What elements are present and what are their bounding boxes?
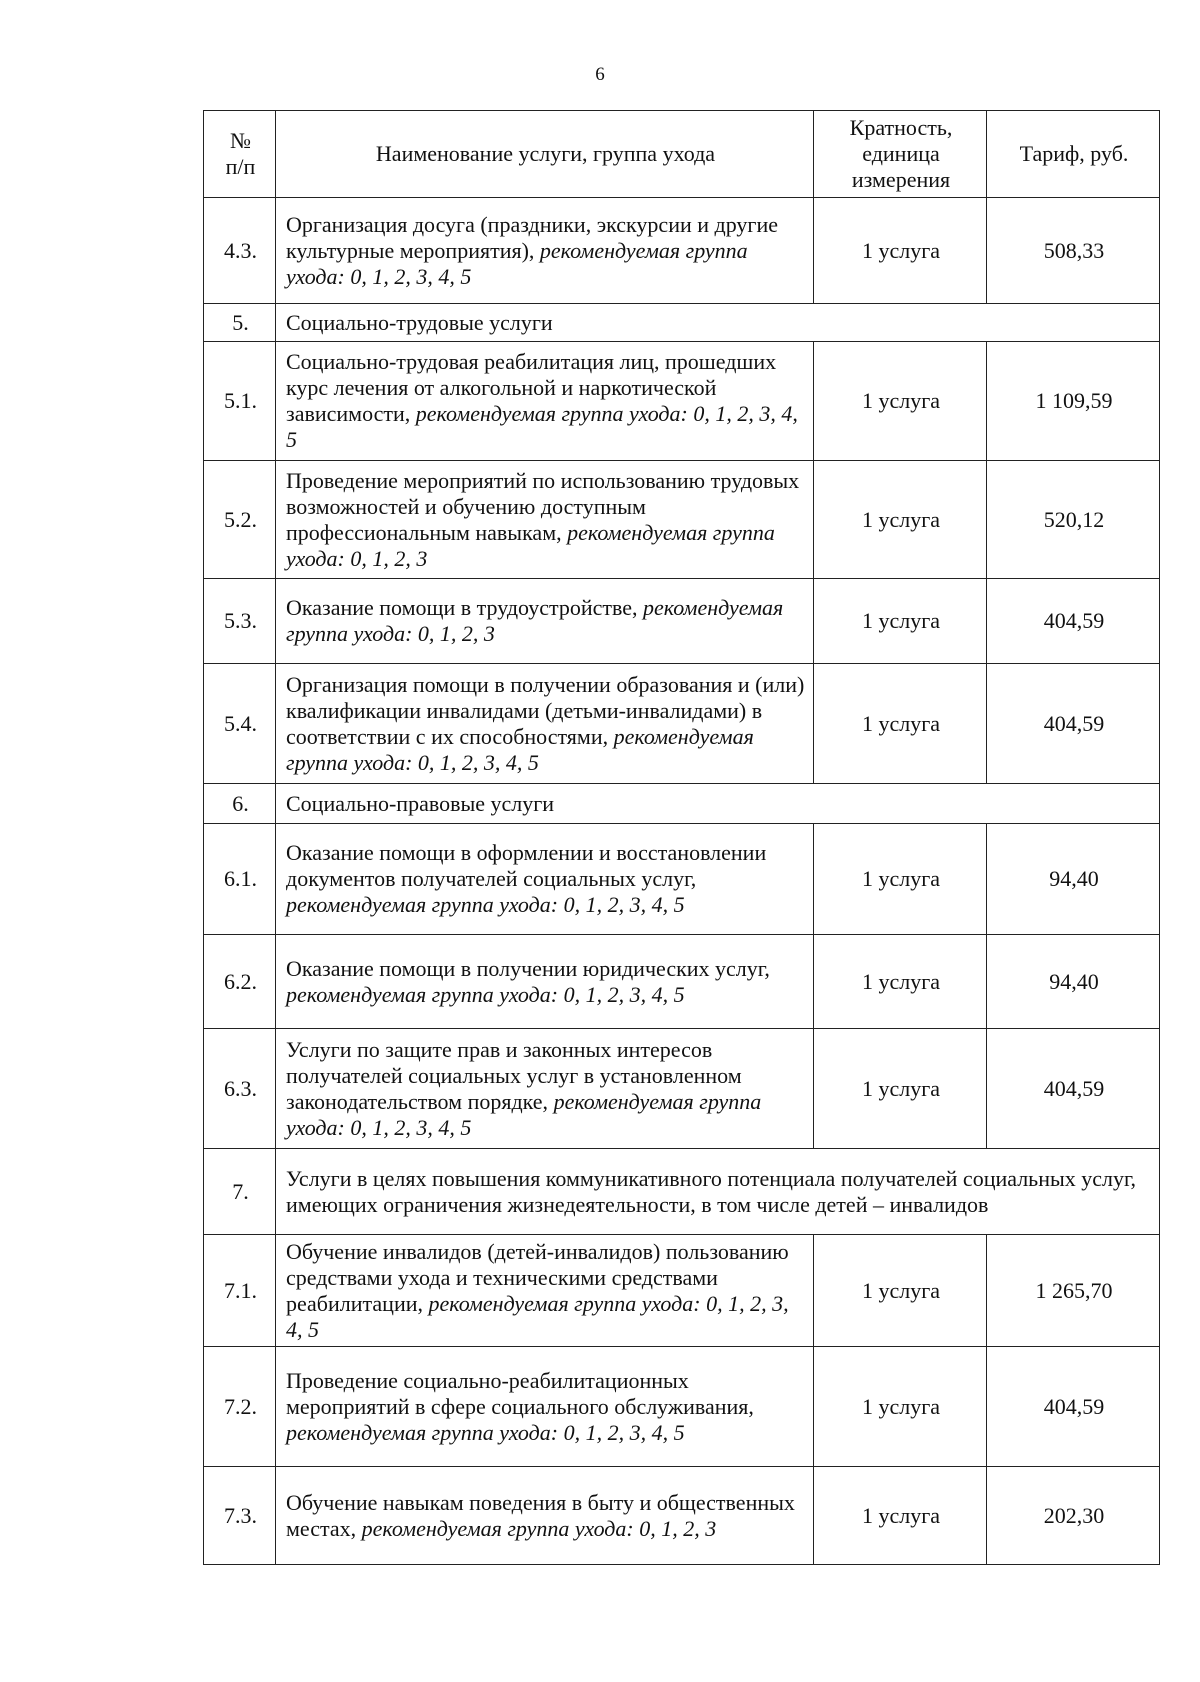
tariff: 404,59 bbox=[987, 664, 1160, 784]
section-number: 6. bbox=[204, 784, 276, 824]
tariff: 404,59 bbox=[987, 1029, 1160, 1149]
service-name: Оказание помощи в трудоустройстве, рекомендуемая группа ухода: 0, 1, 2, 3 bbox=[276, 579, 814, 664]
care-group: рекомендуемая группа ухода: 0, 1, 2, 3, 4, 5 bbox=[286, 1088, 762, 1140]
row-number: 5.4. bbox=[204, 664, 276, 784]
row-number: 7.2. bbox=[204, 1347, 276, 1467]
row-number: 5.1. bbox=[204, 342, 276, 461]
row-number: 6.1. bbox=[204, 824, 276, 935]
care-group: рекомендуемая группа ухода: 0, 1, 2, 3, 4, 5 bbox=[286, 1290, 789, 1342]
care-group: рекомендуемая группа ухода: 0, 1, 2, 3, 4, 5 bbox=[286, 981, 685, 1007]
service-name: Оказание помощи в получении юридических услуг, рекомендуемая группа ухода: 0, 1, 2, 3, 4, 5 bbox=[276, 935, 814, 1029]
section-number: 7. bbox=[204, 1149, 276, 1235]
care-group: рекомендуемая группа ухода: 0, 1, 2, 3 bbox=[361, 1515, 717, 1541]
table-row bbox=[204, 1235, 1160, 1347]
care-group: рекомендуемая группа ухода: 0, 1, 2, 3, 4, 5 bbox=[286, 723, 754, 775]
unit: 1 услуга bbox=[814, 198, 987, 304]
service-name: Оказание помощи в оформлении и восстановлении документов получателей социальных услуг, рекомендуемая группа ухода: 0, 1, 2, 3, 4, 5 bbox=[276, 824, 814, 935]
service-name: Обучение навыкам поведения в быту и общественных местах, рекомендуемая группа ухода: 0, 1, 2, 3 bbox=[276, 1467, 814, 1565]
tariff: 1 265,70 bbox=[987, 1235, 1160, 1347]
table-row bbox=[204, 1467, 1160, 1565]
care-group: рекомендуемая группа ухода: 0, 1, 2, 3, 4, 5 bbox=[286, 401, 798, 452]
unit: 1 услуга bbox=[814, 1029, 987, 1149]
table-row bbox=[204, 664, 1160, 784]
row-number: 5.2. bbox=[204, 461, 276, 579]
tariff: 404,59 bbox=[987, 579, 1160, 664]
header-unit: Кратность, единица измерения bbox=[814, 111, 987, 198]
section-title: Социально-правовые услуги bbox=[276, 784, 1160, 824]
table-row bbox=[204, 342, 1160, 461]
row-number: 7.3. bbox=[204, 1467, 276, 1565]
care-group: рекомендуемая группа ухода: 0, 1, 2, 3, 4, 5 bbox=[286, 237, 748, 289]
tariff: 508,33 bbox=[987, 198, 1160, 304]
unit: 1 услуга bbox=[814, 461, 987, 579]
service-name: Социально-трудовая реабилитация лиц, прошедших курс лечения от алкогольной и наркотической зависимости, рекомендуемая группа ухода: 0, 1, 2, 3, 4, 5 bbox=[276, 342, 814, 461]
section-row bbox=[204, 304, 1160, 342]
service-name: Организация помощи в получении образования и (или) квалификации инвалидами (детьми-инвалидами) в соответствии с их способностями, рекомендуемая группа ухода: 0, 1, 2, 3, 4, 5 bbox=[276, 664, 814, 784]
unit: 1 услуга bbox=[814, 1235, 987, 1347]
care-group: рекомендуемая группа ухода: 0, 1, 2, 3 bbox=[286, 595, 784, 646]
row-number: 7.1. bbox=[204, 1235, 276, 1347]
care-group: рекомендуемая группа ухода: 0, 1, 2, 3, 4, 5 bbox=[286, 1419, 685, 1445]
row-number: 5.3. bbox=[204, 579, 276, 664]
tariff: 202,30 bbox=[987, 1467, 1160, 1565]
table-row bbox=[204, 461, 1160, 579]
unit: 1 услуга bbox=[814, 935, 987, 1029]
table-row bbox=[204, 1347, 1160, 1467]
row-number: 6.2. bbox=[204, 935, 276, 1029]
tariff: 94,40 bbox=[987, 935, 1160, 1029]
page-number: 6 bbox=[595, 64, 605, 85]
table-row bbox=[204, 824, 1160, 935]
unit: 1 услуга bbox=[814, 664, 987, 784]
unit: 1 услуга bbox=[814, 342, 987, 461]
unit: 1 услуга bbox=[814, 1347, 987, 1467]
table-row bbox=[204, 579, 1160, 664]
service-name: Услуги по защите прав и законных интересов получателей социальных услуг в установленном законодательством порядке, рекомендуемая группа ухода: 0, 1, 2, 3, 4, 5 bbox=[276, 1029, 814, 1149]
tariff: 404,59 bbox=[987, 1347, 1160, 1467]
unit: 1 услуга bbox=[814, 579, 987, 664]
section-row bbox=[204, 784, 1160, 824]
table-row bbox=[204, 198, 1160, 304]
section-row bbox=[204, 1149, 1160, 1235]
row-number: 6.3. bbox=[204, 1029, 276, 1149]
unit: 1 услуга bbox=[814, 1467, 987, 1565]
service-name: Проведение социально-реабилитационных мероприятий в сфере социального обслуживания, рекомендуемая группа ухода: 0, 1, 2, 3, 4, 5 bbox=[276, 1347, 814, 1467]
row-number: 4.3. bbox=[204, 198, 276, 304]
section-number: 5. bbox=[204, 304, 276, 342]
header-tariff: Тариф, руб. bbox=[987, 111, 1160, 198]
unit: 1 услуга bbox=[814, 824, 987, 935]
care-group: рекомендуемая группа ухода: 0, 1, 2, 3 bbox=[286, 519, 775, 571]
tariff: 1 109,59 bbox=[987, 342, 1160, 461]
tariff-table bbox=[203, 110, 1160, 1565]
service-name: Проведение мероприятий по использованию трудовых возможностей и обучению доступным профессиональным навыкам, рекомендуемая группа ухода: 0, 1, 2, 3 bbox=[276, 461, 814, 579]
section-title: Услуги в целях повышения коммуникативного потенциала получателей социальных услуг, имеющих ограничения жизнедеятельности, в том числе детей – инвалидов bbox=[276, 1149, 1160, 1235]
care-group: рекомендуемая группа ухода: 0, 1, 2, 3, 4, 5 bbox=[286, 892, 685, 917]
tariff: 94,40 bbox=[987, 824, 1160, 935]
table-row bbox=[204, 1029, 1160, 1149]
table-row bbox=[204, 935, 1160, 1029]
header-service-name: Наименование услуги, группа ухода bbox=[276, 111, 814, 198]
header-number: № п/п bbox=[204, 111, 276, 198]
service-name: Обучение инвалидов (детей-инвалидов) пользованию средствами ухода и техническими средствами реабилитации, рекомендуемая группа ухода: 0, 1, 2, 3, 4, 5 bbox=[276, 1235, 814, 1347]
section-title: Социально-трудовые услуги bbox=[276, 304, 1160, 342]
service-name: Организация досуга (праздники, экскурсии и другие культурные мероприятия), рекомендуемая группа ухода: 0, 1, 2, 3, 4, 5 bbox=[276, 198, 814, 304]
tariff: 520,12 bbox=[987, 461, 1160, 579]
table-header-row bbox=[204, 111, 1160, 198]
